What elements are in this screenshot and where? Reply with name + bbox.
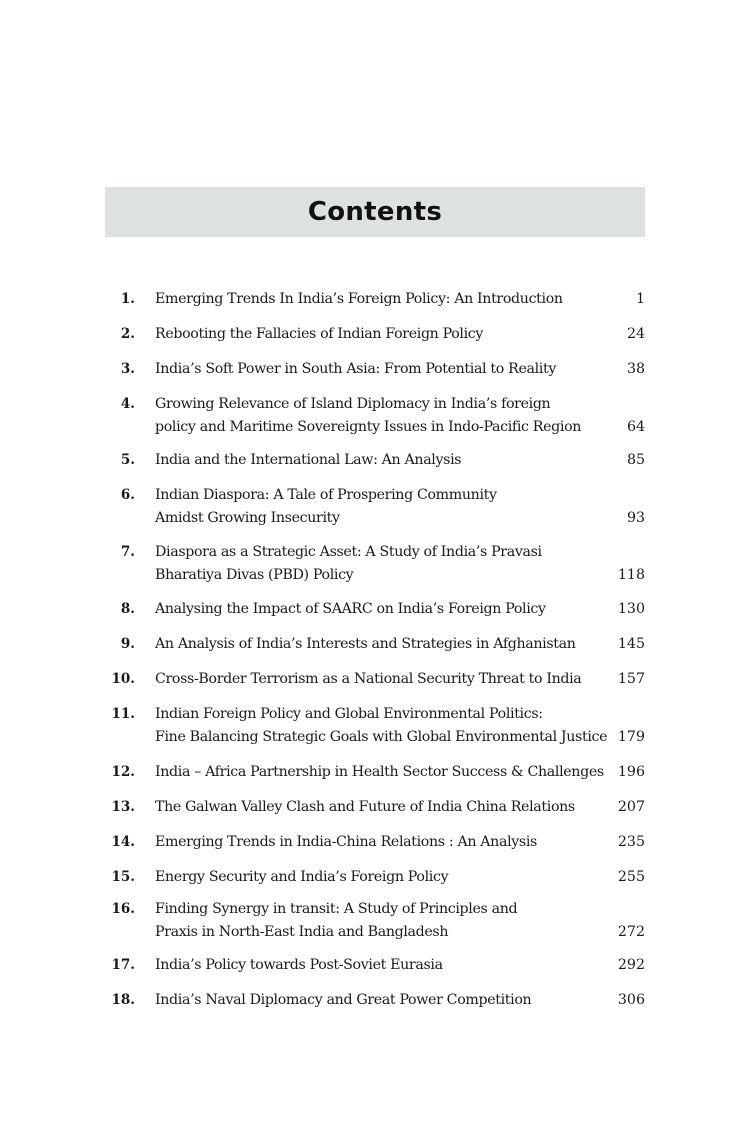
chapter-title bbox=[155, 449, 615, 472]
chapter-number: 18. bbox=[111, 992, 135, 1008]
chapter-title-line: India’s Soft Power in South Asia: From Potential to Reality bbox=[155, 361, 556, 377]
page-number: 64 bbox=[626, 419, 645, 435]
chapter-title-line: Amidst Growing Insecurity bbox=[155, 510, 340, 526]
chapter-title-line: Indian Diaspora: A Tale of Prospering Community bbox=[155, 487, 497, 503]
chapter-title bbox=[155, 633, 615, 656]
chapter-title-line: Emerging Trends in India-China Relations : An Analysis bbox=[155, 834, 537, 850]
chapter-number: 16. bbox=[111, 901, 135, 917]
chapter-number: 6. bbox=[120, 487, 135, 503]
chapter-title bbox=[155, 761, 615, 784]
chapter-number: 2. bbox=[120, 326, 135, 342]
chapter-number: 11. bbox=[111, 706, 135, 722]
chapter-number: 1. bbox=[120, 291, 135, 307]
chapter-title bbox=[155, 323, 615, 346]
page-number: 292 bbox=[617, 957, 645, 973]
chapter-title bbox=[155, 541, 615, 587]
chapter-title-line: Finding Synergy in transit: A Study of Principles and bbox=[155, 901, 518, 917]
chapter-title bbox=[155, 598, 615, 621]
chapter-title bbox=[155, 989, 615, 1012]
chapter-title bbox=[155, 954, 615, 977]
chapter-title bbox=[155, 703, 615, 749]
chapter-title-line: Cross-Border Terrorism as a National Security Threat to India bbox=[155, 671, 582, 687]
chapter-title-line: An Analysis of India’s Interests and Strategies in Afghanistan bbox=[155, 636, 576, 652]
page-number: 207 bbox=[617, 799, 645, 815]
chapter-title-line: The Galwan Valley Clash and Future of India China Relations bbox=[155, 799, 575, 815]
chapter-title bbox=[155, 393, 615, 439]
chapter-title bbox=[155, 898, 615, 944]
chapter-number: 9. bbox=[120, 636, 135, 652]
page-number: 38 bbox=[626, 361, 645, 377]
chapter-title-line: policy and Maritime Sovereignty Issues in Indo-Pacific Region bbox=[155, 419, 582, 435]
page-number: 1 bbox=[635, 291, 645, 307]
chapter-title-line: Rebooting the Fallacies of Indian Foreign Policy bbox=[155, 326, 484, 342]
chapter-title-line: India’s Naval Diplomacy and Great Power Competition bbox=[155, 992, 532, 1008]
chapter-title-line: Praxis in North-East India and Bangladesh bbox=[155, 924, 449, 940]
chapter-number: 7. bbox=[120, 544, 135, 560]
chapter-number: 12. bbox=[111, 764, 135, 780]
chapter-title bbox=[155, 358, 615, 381]
chapter-number: 13. bbox=[111, 799, 135, 815]
page-number: 157 bbox=[617, 671, 645, 687]
chapter-number: 14. bbox=[111, 834, 135, 850]
page-number: 85 bbox=[626, 452, 645, 468]
chapter-title-line: India and the International Law: An Analysis bbox=[155, 452, 462, 468]
chapter-title-line: Fine Balancing Strategic Goals with Global Environmental Justice bbox=[155, 729, 608, 745]
chapter-number: 8. bbox=[120, 601, 135, 617]
chapter-title-line: Indian Foreign Policy and Global Environmental Politics: bbox=[155, 706, 543, 722]
page-number: 179 bbox=[617, 729, 645, 745]
chapter-title-line: Bharatiya Divas (PBD) Policy bbox=[155, 567, 354, 583]
page-number: 93 bbox=[626, 510, 645, 526]
chapter-number: 10. bbox=[111, 671, 135, 687]
page-number: 196 bbox=[617, 764, 645, 780]
chapter-title-line: Energy Security and India’s Foreign Policy bbox=[155, 869, 449, 885]
page-number: 235 bbox=[617, 834, 645, 850]
chapter-title-line: Growing Relevance of Island Diplomacy in India’s foreign bbox=[155, 396, 551, 412]
page-number: 24 bbox=[626, 326, 645, 342]
page-number: 118 bbox=[617, 567, 645, 583]
chapter-number: 5. bbox=[120, 452, 135, 468]
chapter-number: 17. bbox=[111, 957, 135, 973]
page-number: 306 bbox=[617, 992, 645, 1008]
chapter-number: 15. bbox=[111, 869, 135, 885]
page-number: 145 bbox=[617, 636, 645, 652]
chapter-title bbox=[155, 831, 615, 854]
chapter-title-line: Diaspora as a Strategic Asset: A Study of India’s Pravasi bbox=[155, 544, 542, 560]
chapter-title-line: India – Africa Partnership in Health Sector Success & Challenges bbox=[155, 764, 604, 780]
page-number: 130 bbox=[617, 601, 645, 617]
chapter-title-line: Emerging Trends In India’s Foreign Policy: An Introduction bbox=[155, 291, 563, 307]
chapter-title bbox=[155, 796, 615, 819]
chapter-number: 3. bbox=[120, 361, 135, 377]
chapter-title-line: India’s Policy towards Post-Soviet Eurasia bbox=[155, 957, 443, 973]
chapter-title-line: Analysing the Impact of SAARC on India’s Foreign Policy bbox=[155, 601, 546, 617]
chapter-number: 4. bbox=[120, 396, 135, 412]
page-title: Contents bbox=[307, 197, 443, 227]
chapter-title bbox=[155, 866, 615, 889]
chapter-title bbox=[155, 484, 615, 530]
page-number: 255 bbox=[617, 869, 645, 885]
contents-header bbox=[105, 187, 645, 237]
chapter-title bbox=[155, 288, 615, 311]
chapter-title bbox=[155, 668, 615, 691]
page-number: 272 bbox=[617, 924, 645, 940]
